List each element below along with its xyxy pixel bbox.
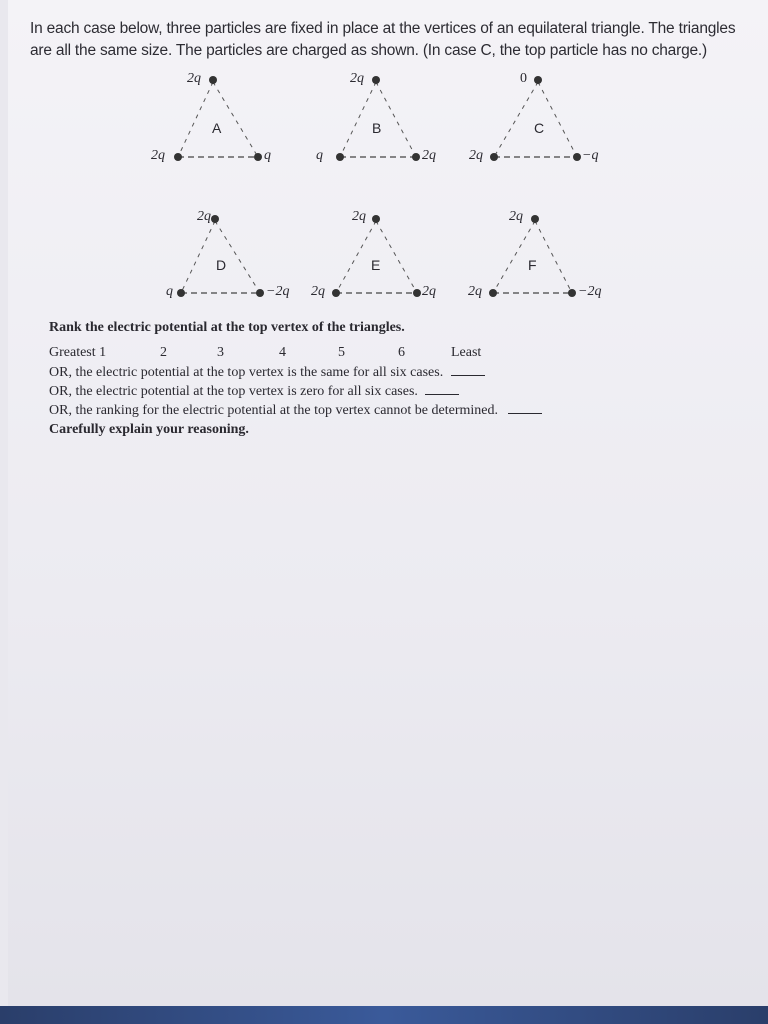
triangle-a-right-charge: q — [264, 148, 271, 163]
triangle-e-diagram — [336, 213, 426, 303]
option-zero-row — [49, 382, 749, 399]
rank-least-label: Least — [451, 345, 482, 360]
particle-left — [174, 153, 182, 161]
triangle-c-left-charge: 2q — [469, 148, 483, 163]
particle-left — [177, 289, 185, 297]
question-prompt: Rank the electric potential at the top vertex of the triangles. — [49, 320, 405, 335]
triangle-f-label: F — [528, 257, 537, 273]
triangle-d-left-charge: q — [166, 284, 173, 299]
triangle-b-label: B — [372, 120, 382, 136]
triangle-a-top-charge: 2q — [187, 71, 201, 86]
triangle-c-right-charge: −q — [582, 148, 599, 163]
particle-top — [209, 76, 217, 84]
question-block — [49, 319, 749, 438]
triangle-f — [493, 213, 583, 308]
triangle-e-left-charge: 2q — [311, 284, 325, 299]
particle-top — [211, 215, 219, 223]
triangle-f-top-charge: 2q — [509, 209, 523, 224]
particle-top — [372, 215, 380, 223]
option-same-blank[interactable] — [451, 363, 485, 376]
triangle-d-label: D — [216, 257, 227, 273]
triangle-b-left-charge: q — [316, 148, 323, 163]
particle-top — [534, 76, 542, 84]
ranking-row — [49, 344, 749, 363]
option-undetermined-text: OR, the ranking for the electric potential at the top vertex cannot be determined. — [49, 403, 498, 418]
triangle-f-diagram — [493, 213, 583, 303]
triangle-a-label: A — [212, 120, 222, 136]
particle-left — [489, 289, 497, 297]
intro-line-1: In each case below, three particles are fixed in place at the vertices of an equilateral triangle. The triangles — [30, 20, 736, 37]
triangle-c-top-charge: 0 — [520, 71, 527, 86]
triangle-d-top-charge: 2q — [197, 209, 211, 224]
problem-statement — [30, 18, 755, 62]
triangle-e-top-charge: 2q — [352, 209, 366, 224]
particle-right — [568, 289, 576, 297]
triangle-c-label: C — [534, 120, 545, 136]
triangle-e-right-charge: 2q — [422, 284, 436, 299]
particle-top — [372, 76, 380, 84]
option-zero-blank[interactable] — [425, 382, 459, 395]
particle-right — [573, 153, 581, 161]
rank-number-4: 4 — [279, 345, 286, 360]
bottom-edge-strip — [0, 1006, 768, 1024]
particle-right — [412, 153, 420, 161]
particle-top — [531, 215, 539, 223]
option-same-row — [49, 363, 749, 380]
option-zero-text: OR, the electric potential at the top vertex is zero for all six cases. — [49, 384, 418, 399]
triangle-f-left-charge: 2q — [468, 284, 482, 299]
triangle-e-label: E — [371, 257, 381, 273]
triangle-b-top-charge: 2q — [350, 71, 364, 86]
particle-right — [413, 289, 421, 297]
intro-line-2: are all the same size. The particles are charged as shown. (In case C, the top particle has no charge.) — [30, 42, 707, 59]
option-undetermined-blank[interactable] — [508, 401, 542, 414]
rank-number-6: 6 — [398, 345, 405, 360]
particle-left — [332, 289, 340, 297]
option-same-text: OR, the electric potential at the top vertex is the same for all six cases. — [49, 365, 444, 380]
triangle-d-right-charge: −2q — [266, 284, 290, 299]
option-undetermined-row — [49, 401, 749, 418]
rank-number-5: 5 — [338, 345, 345, 360]
triangle-e — [336, 213, 426, 308]
particle-left — [336, 153, 344, 161]
particle-right — [256, 289, 264, 297]
particle-left — [490, 153, 498, 161]
triangle-f-right-charge: −2q — [578, 284, 602, 299]
rank-number-3: 3 — [217, 345, 224, 360]
triangle-a-left-charge: 2q — [151, 148, 165, 163]
triangle-c-diagram — [494, 72, 584, 162]
triangle-b-right-charge: 2q — [422, 148, 436, 163]
explain-instruction: Carefully explain your reasoning. — [49, 422, 249, 437]
particle-right — [254, 153, 262, 161]
rank-number-2: 2 — [160, 345, 167, 360]
rank-greatest-label: Greatest 1 — [49, 345, 107, 360]
